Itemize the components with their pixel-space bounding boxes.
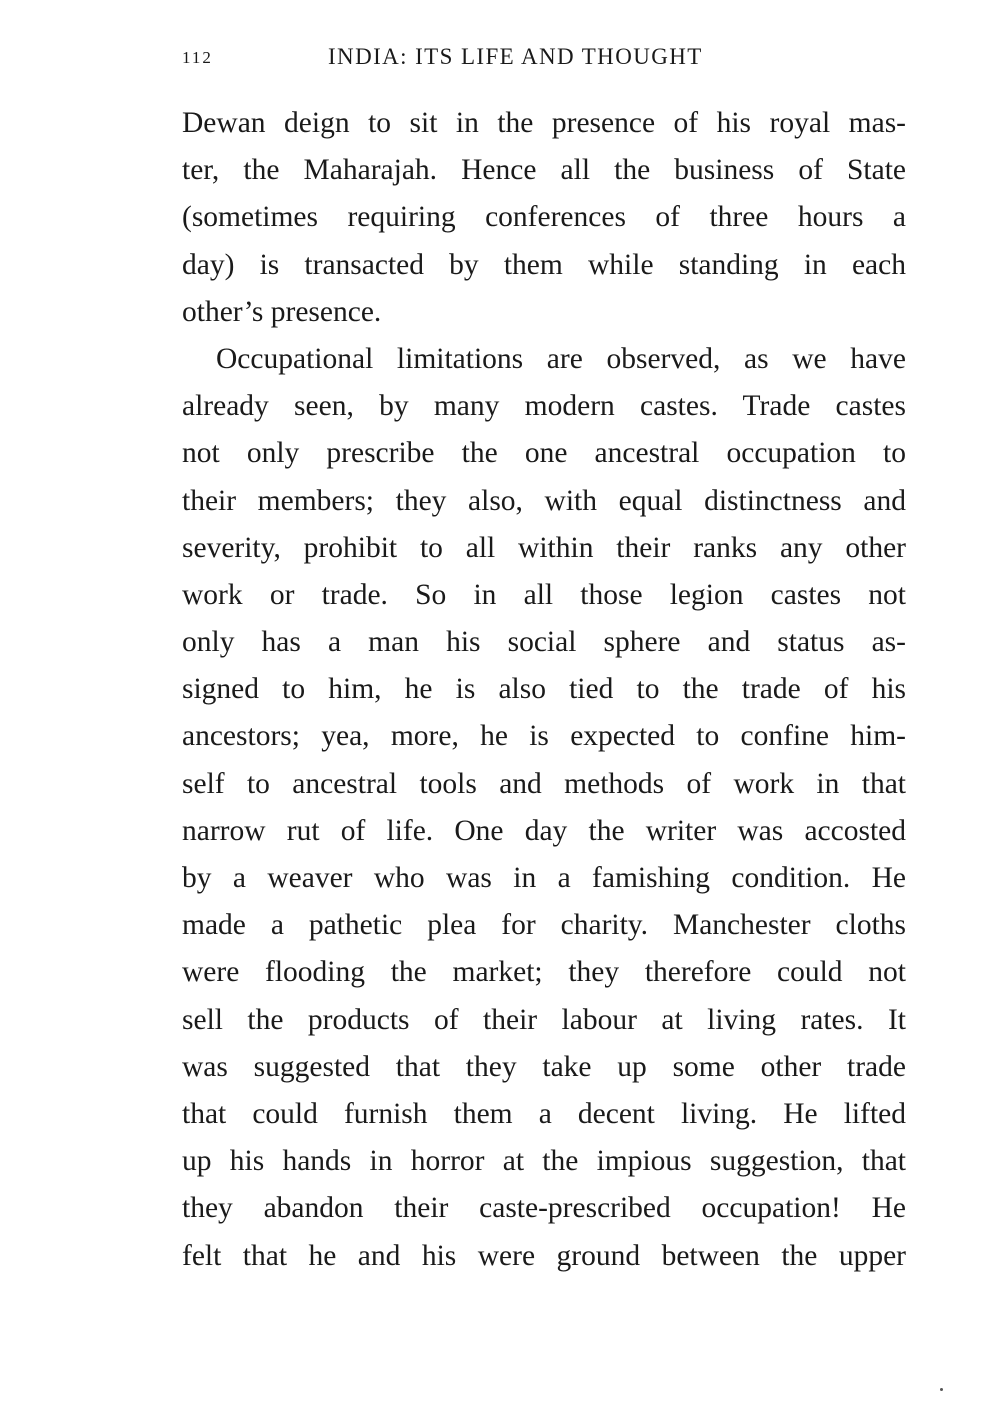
text-line: other’s presence. xyxy=(182,295,382,328)
text-line: day) is transacted by them while standing in each xyxy=(182,248,906,281)
text-line: made a pathetic plea for charity. Manchester cloths xyxy=(182,909,906,942)
text-line: that could furnish them a decent living. He lifted xyxy=(182,1097,906,1130)
text-line: ter, the Maharajah. Hence all the business of State xyxy=(182,154,906,187)
text-line: their members; they also, with equal distinctness and xyxy=(182,484,906,517)
page-header xyxy=(182,44,906,74)
text-line: narrow rut of life. One day the writer was accosted xyxy=(182,814,906,847)
text-line: signed to him, he is also tied to the trade of his xyxy=(182,673,906,706)
text-line: severity, prohibit to all within their ranks any other xyxy=(182,531,906,564)
text-line: Dewan deign to sit in the presence of his royal mas- xyxy=(182,107,906,139)
text-line: was suggested that they take up some other trade xyxy=(182,1050,906,1083)
running-title: INDIA: ITS LIFE AND THOUGHT xyxy=(328,44,703,69)
page-number: 112 xyxy=(182,48,213,67)
paragraph xyxy=(182,100,906,336)
text-line: Occupational limitations are observed, as we have xyxy=(216,342,906,375)
text-line: self to ancestral tools and methods of work in that xyxy=(182,767,906,800)
text-line: only has a man his social sphere and status as- xyxy=(182,626,906,659)
body-text xyxy=(182,100,906,1280)
text-line: up his hands in horror at the impious suggestion, that xyxy=(182,1145,906,1178)
text-line: they abandon their caste-prescribed occupation! He xyxy=(182,1192,906,1225)
text-line: work or trade. So in all those legion castes not xyxy=(182,578,906,611)
text-line: ancestors; yea, more, he is expected to confine him- xyxy=(182,720,906,753)
text-line: sell the products of their labour at living rates. It xyxy=(182,1003,906,1036)
text-line: were flooding the market; they therefore could not xyxy=(182,956,906,989)
text-line: felt that he and his were ground between the upper xyxy=(182,1239,906,1272)
paragraph xyxy=(182,336,906,1280)
text-line: (sometimes requiring conferences of three hours a xyxy=(182,201,906,234)
scan-speck xyxy=(940,1388,943,1391)
text-line: by a weaver who was in a famishing condition. He xyxy=(182,862,906,894)
text-line: already seen, by many modern castes. Trade castes xyxy=(182,390,906,423)
text-line: not only prescribe the one ancestral occupation to xyxy=(182,437,906,470)
